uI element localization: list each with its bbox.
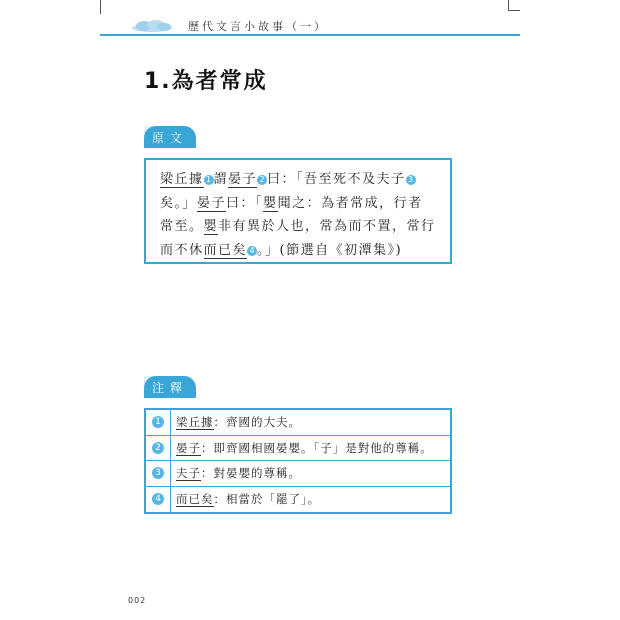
original-tab: 原文 xyxy=(144,126,196,148)
note-number-cell xyxy=(146,487,171,513)
note-marker: 4 xyxy=(247,246,257,256)
text-run: 矣。」 xyxy=(160,195,198,211)
text-run: 而不休 xyxy=(160,242,204,258)
text-line xyxy=(160,192,450,216)
note-definition: ：齊國的大夫。 xyxy=(213,415,301,429)
note-term: 夫子 xyxy=(176,466,201,480)
text-line xyxy=(160,239,450,263)
note-marker: 2 xyxy=(257,175,267,185)
header-rule xyxy=(100,34,520,36)
annotated-term: 嬰 xyxy=(263,195,278,211)
note-marker: 1 xyxy=(204,175,214,185)
note-term: 梁丘據 xyxy=(176,415,214,429)
note-row xyxy=(146,461,450,487)
page-number: 002 xyxy=(128,596,147,605)
note-number-cell xyxy=(146,436,171,461)
crop-mark xyxy=(508,0,509,10)
annotated-term: 晏子 xyxy=(228,172,258,187)
note-definition: ：相當於「罷了」。 xyxy=(213,491,321,506)
note-text xyxy=(176,436,433,461)
crop-mark xyxy=(100,0,101,14)
annotated-term: 嬰 xyxy=(203,219,219,234)
note-row xyxy=(146,436,450,462)
note-number-cell xyxy=(146,461,171,486)
notes-table xyxy=(144,408,452,514)
cloud-icon xyxy=(130,19,174,33)
header-title: 歷代文言小故事（一） xyxy=(188,20,328,33)
note-marker: 3 xyxy=(406,175,416,185)
note-row xyxy=(146,487,450,513)
note-row xyxy=(146,410,450,436)
lesson-title: 1.為者常成 xyxy=(144,69,268,94)
annotated-term: 梁丘據 xyxy=(160,172,204,187)
text-run: 曰：「吾至死不及夫子 xyxy=(267,172,406,187)
note-number: 2 xyxy=(152,442,164,454)
note-number-cell xyxy=(146,410,171,435)
original-text xyxy=(160,168,450,262)
text-line xyxy=(160,168,450,192)
note-definition: ：對晏嬰的尊稱。 xyxy=(201,466,301,480)
note-number: 4 xyxy=(152,493,164,505)
text-run: 謂 xyxy=(213,172,229,187)
running-header xyxy=(100,18,520,38)
note-term: 晏子 xyxy=(176,440,201,455)
text-run: 常至。 xyxy=(160,219,204,234)
notes-tab: 注釋 xyxy=(144,376,196,398)
note-text xyxy=(176,410,301,435)
crop-mark xyxy=(508,10,520,11)
text-run: 聞之：為者常成，行者 xyxy=(277,195,423,211)
text-run: 。」(節選自《初潭集》) xyxy=(257,242,403,258)
note-text xyxy=(176,487,320,512)
text-run: 曰：「 xyxy=(226,195,264,211)
text-run: 非有異於人也，常為而不置，常行 xyxy=(218,219,436,234)
text-line xyxy=(160,215,450,239)
annotated-term: 晏子 xyxy=(197,195,227,211)
note-term: 而已矣 xyxy=(176,491,214,506)
note-number: 3 xyxy=(152,467,164,479)
original-text-box xyxy=(144,158,452,264)
note-number: 1 xyxy=(152,416,164,428)
annotated-term: 而已矣 xyxy=(203,242,248,258)
note-text xyxy=(176,461,301,486)
note-definition: ：即齊國相國晏嬰。「子」是對他的尊稱。 xyxy=(201,440,433,455)
